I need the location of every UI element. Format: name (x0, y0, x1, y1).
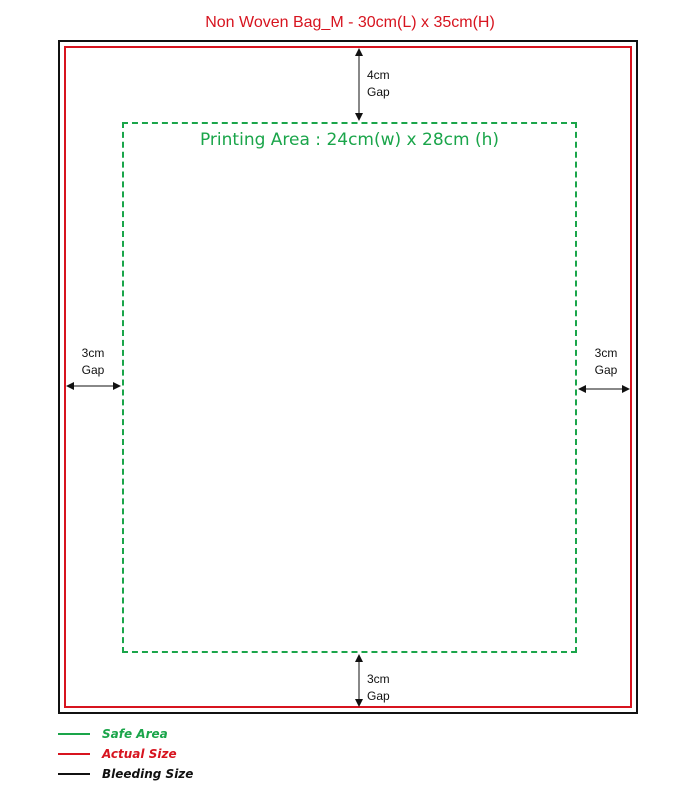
legend-item-safe-area (58, 724, 193, 744)
top-gap-size: 4cm (367, 68, 390, 82)
right-gap-label (586, 345, 626, 379)
printing-area-label: Printing Area : 24cm(w) x 28cm (h) (199, 130, 499, 150)
safe-area-outline (122, 122, 577, 653)
legend-swatch-actual-size (58, 753, 90, 755)
legend-swatch-safe-area (58, 733, 90, 735)
bottom-gap-label (367, 671, 407, 705)
left-gap-word: Gap (81, 363, 105, 377)
right-gap-word: Gap (594, 363, 618, 377)
legend (58, 724, 193, 784)
legend-label-bleeding-size: Bleeding Size (102, 767, 194, 781)
top-gap-word: Gap (367, 85, 390, 99)
bottom-gap-size: 3cm (367, 672, 390, 686)
bottom-gap-word: Gap (367, 689, 390, 703)
legend-item-actual-size (58, 744, 193, 764)
left-gap-size: 3cm (81, 346, 105, 360)
legend-label-safe-area: Safe Area (102, 727, 168, 741)
right-gap-size: 3cm (594, 346, 618, 360)
legend-swatch-bleeding-size (58, 773, 90, 775)
top-gap-label (367, 67, 407, 101)
left-gap-label (73, 345, 113, 379)
legend-label-actual-size: Actual Size (102, 747, 177, 761)
diagram-title: Non Woven Bag_M - 30cm(L) x 35cm(H) (205, 14, 495, 31)
legend-item-bleeding-size (58, 764, 193, 784)
